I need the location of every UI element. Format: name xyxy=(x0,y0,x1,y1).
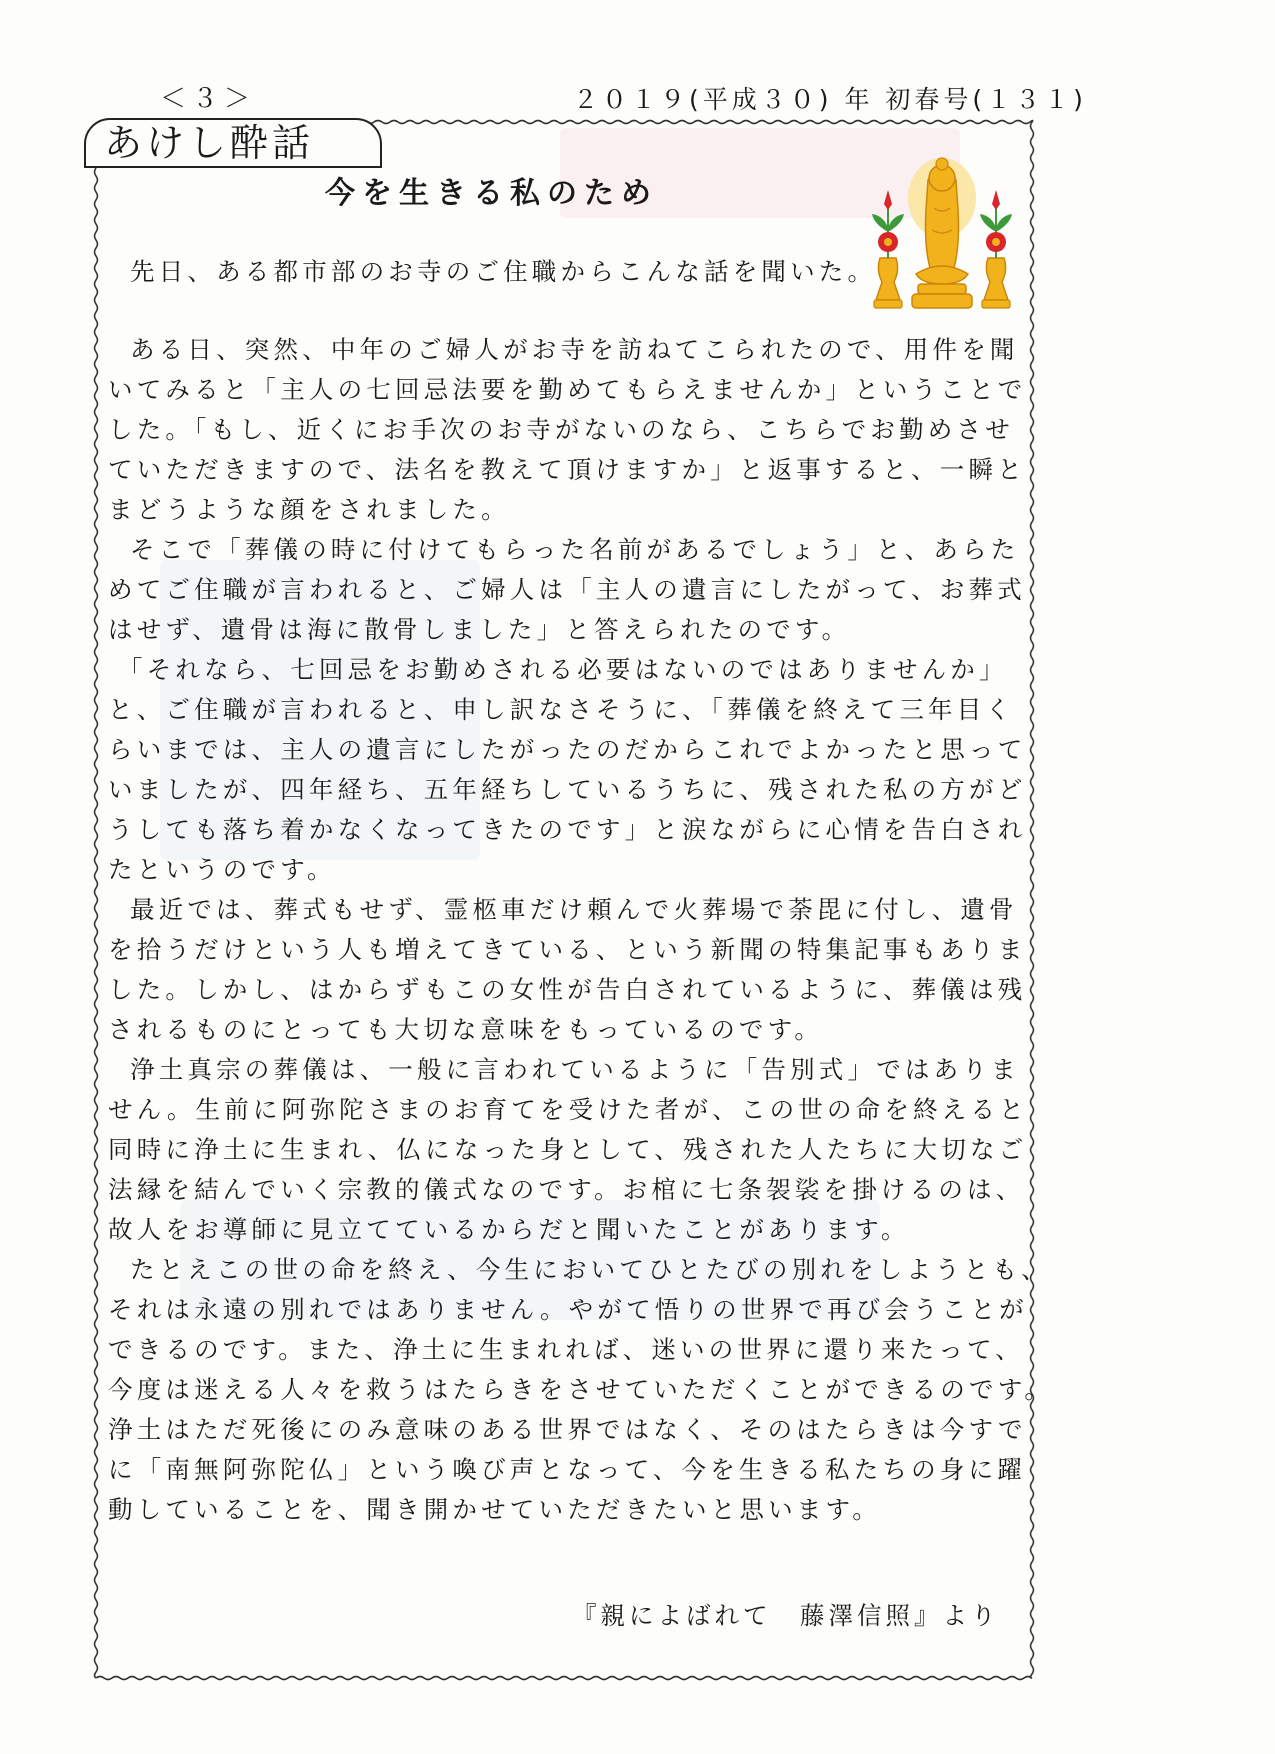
article-line: を拾うだけという人も増えてきている、という新聞の特集記事もありま xyxy=(108,935,1027,964)
article-line: たというのです。 xyxy=(108,855,336,884)
buddha-altar-icon xyxy=(862,150,1022,318)
article-line: そこで「葬儀の時に付けてもらった名前があるでしょう」と、あらた xyxy=(130,535,1020,564)
citation: 『親によばれて 藤澤信照』より xyxy=(572,1601,1000,1630)
article-line: に「南無阿弥陀仏」という喚び声となって、今を生きる私たちの身に躍 xyxy=(108,1455,1026,1484)
article-line: はせず、遺骨は海に散骨しました」と答えられたのです。 xyxy=(108,615,851,644)
article-line: せん。生前に阿弥陀さまのお育てを受けた者が、この世の命を終えると xyxy=(108,1095,1028,1124)
article-line: 最近では、葬式もせず、霊柩車だけ頼んで火葬場で荼毘に付し、遺骨 xyxy=(130,895,1018,924)
article-line: できるのです。また、浄土に生まれれば、迷いの世界に還り来たって、 xyxy=(108,1335,1024,1364)
article-line: 浄土はただ死後にのみ意味のある世界ではなく、そのはたらきは今すで xyxy=(108,1415,1027,1444)
article-line: まどうような顔をされました。 xyxy=(108,495,510,524)
article-line: うしても落ち着かなくなってきたのです」と涙ながらに心情を告白され xyxy=(108,815,1027,844)
article-line: それは永遠の別れではありません。やがて悟りの世界で再び会うことが xyxy=(108,1295,1028,1324)
article-line: めてご住職が言われると、ご婦人は「主人の遺言にしたがって、お葬式 xyxy=(108,575,1026,604)
article-line: ある日、突然、中年のご婦人がお寺を訪ねてこられたので、用件を聞 xyxy=(130,335,1019,364)
article-line: らいまでは、主人の遺言にしたがったのだからこれでよかったと思って xyxy=(108,735,1027,764)
article-line: いましたが、四年経ち、五年経ちしているうちに、残された私の方がど xyxy=(108,775,1027,804)
article-line: たとえこの世の命を終え、今生においてひとたびの別れをしようとも、 xyxy=(130,1255,1050,1284)
article-line: 浄土真宗の葬儀は、一般に言われているように「告別式」ではありま xyxy=(130,1055,1020,1084)
article-line: ていただきますので、法名を教えて頂けますか」と返事すると、一瞬と xyxy=(108,455,1026,484)
article-line: 同時に浄土に生まれ、仏になった身として、残された人たちに大切なご xyxy=(108,1135,1028,1164)
article-line: 動していることを、聞き開かせていただきたいと思います。 xyxy=(108,1495,881,1524)
article-line: 故人をお導師に見立てているからだと聞いたことがあります。 xyxy=(108,1215,910,1244)
article-intro: 先日、ある都市部のお寺のご住職からこんな話を聞いた。 xyxy=(130,257,877,286)
article-line: した。「もし、近くにお手次のお寺がないのなら、こちらでお勤めさせ xyxy=(108,415,1014,444)
column-name: あけし酔話 xyxy=(104,121,315,165)
article-title: 今を生きる私のため xyxy=(325,176,658,211)
article-line: 「それなら、七回忌をお勤めされる必要はないのではありませんか」 xyxy=(118,655,1008,684)
article-line: 法縁を結んでいく宗教的儀式なのです。お棺に七条袈裟を掛けるのは、 xyxy=(108,1175,1025,1204)
issue-info: ２０１９(平成３０) 年 初春号(１３１) xyxy=(573,85,1087,114)
article-line: と、ご住職が言われると、申し訳なさそうに、「葬儀を終えて三年目く xyxy=(108,695,1015,724)
article-line: されるものにとっても大切な意味をもっているのです。 xyxy=(108,1015,824,1044)
article-line: した。しかし、はからずもこの女性が告白されているように、葬儀は残 xyxy=(108,975,1027,1004)
page-number: ＜３＞ xyxy=(160,84,257,114)
article-line: いてみると「主人の七回忌法要を勤めてもらえませんか」ということで xyxy=(108,375,1027,404)
article-line: 今度は迷える人々を救うはたらきをさせていただくことができるのです。 xyxy=(108,1375,1054,1404)
